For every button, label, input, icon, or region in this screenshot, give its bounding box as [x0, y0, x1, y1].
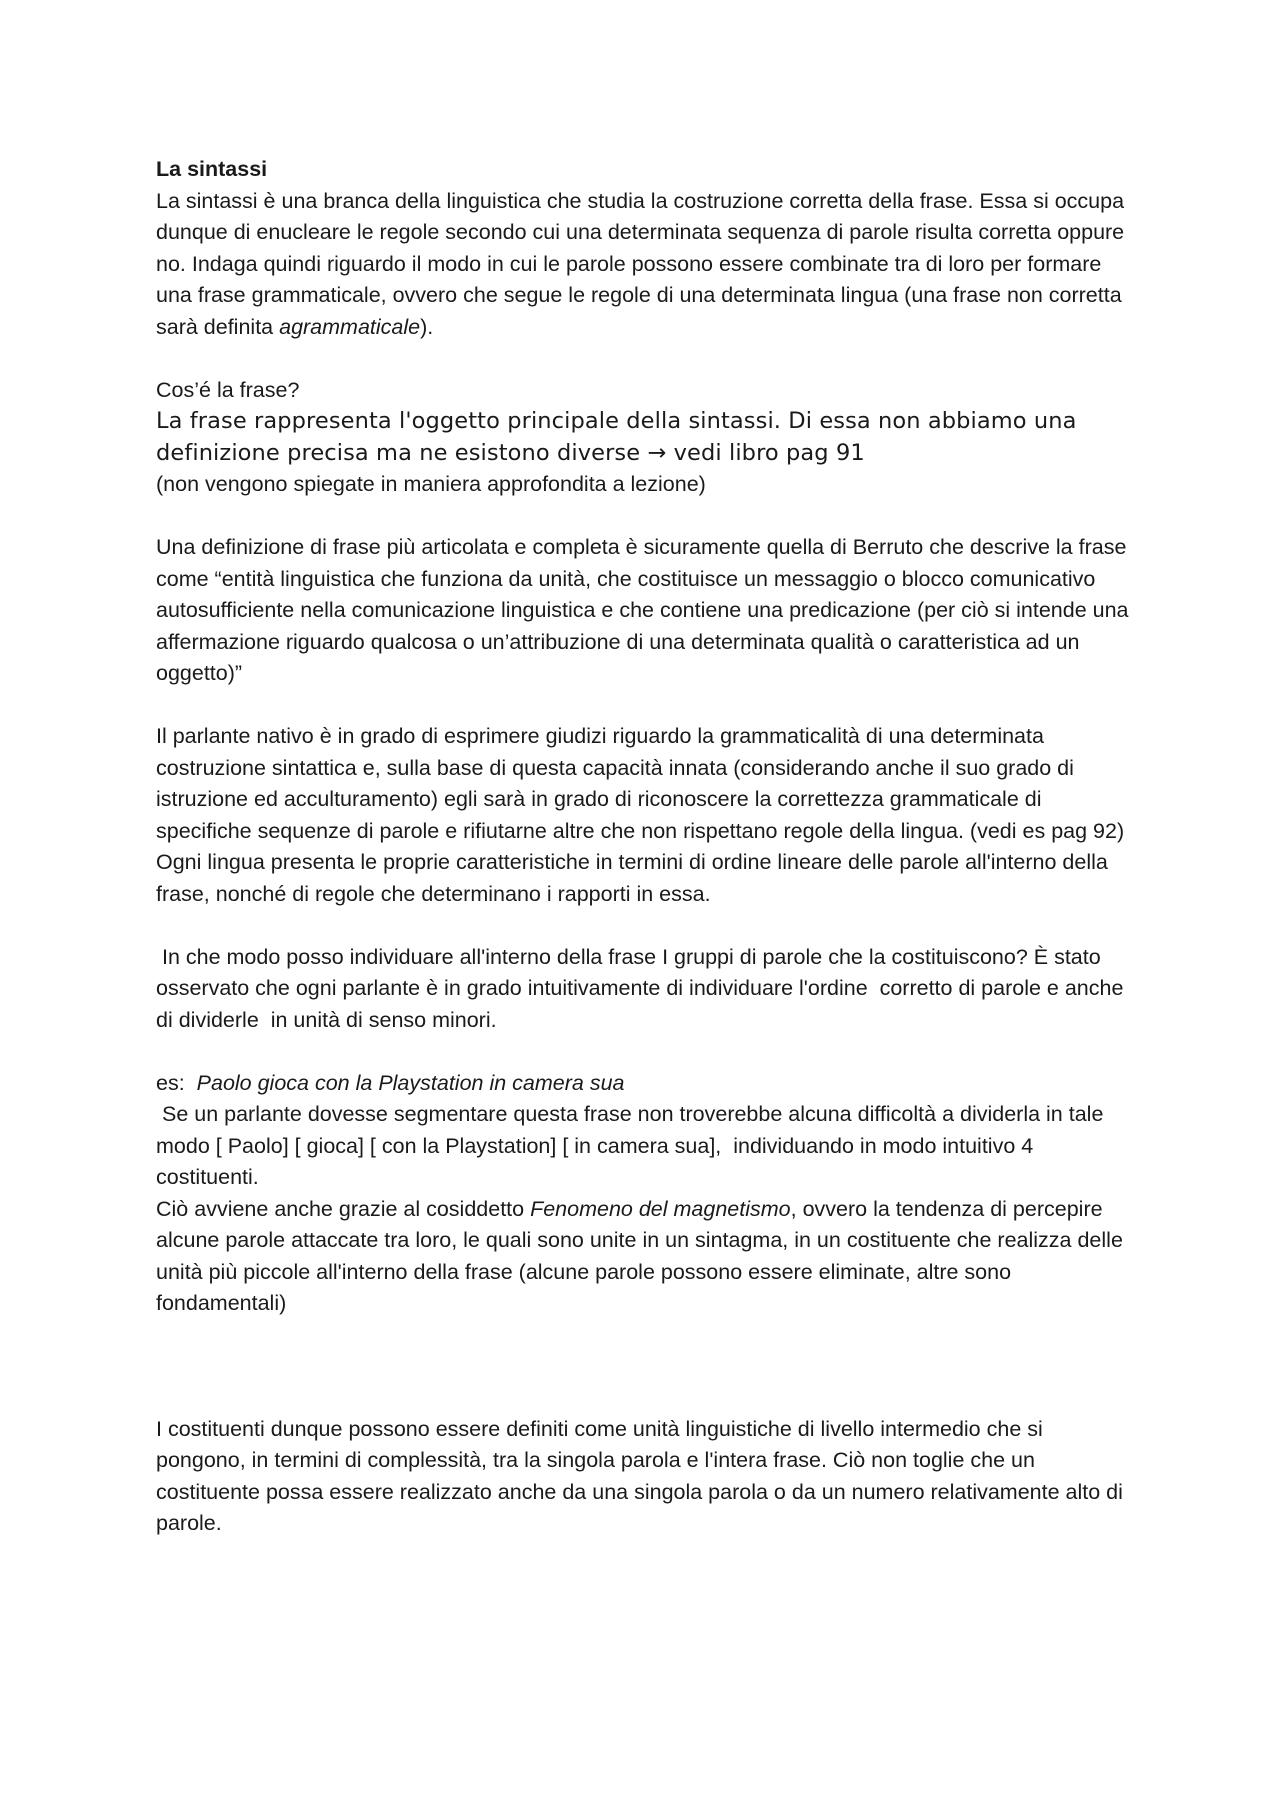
definition-note: (non vengono spiegate in maniera approfondita a lezione): [156, 472, 706, 496]
document-page: [156, 154, 1136, 1540]
question-heading: Cos’é la frase?: [156, 377, 300, 402]
magnetism-italic-term: Fenomeno del magnetismo: [530, 1196, 791, 1221]
languages-paragraph: Ogni lingua presenta le proprie caratteristiche in termini di ordine lineare delle parole all'interno della frase, nonché di regole che determinano i rapporti in essa.: [156, 850, 1108, 906]
intro-text-end: ).: [420, 314, 434, 339]
intro-text: La sintassi è una branca della linguistica che studia la costruzione corretta della frase. Essa si occupa dunque di enucleare le regole secondo cui una determinata sequenza di parole risulta corretta oppure no. Indaga quindi riguardo il modo in cui le parole possono essere combinate tra di loro per formare una frase grammaticale, ovvero che segue le regole di una determinata lingua (una frase non corretta sarà definita: [156, 188, 1125, 339]
spacer: [156, 501, 1136, 533]
example-sentence: Paolo gioca con la Playstation in camera sua: [196, 1070, 625, 1095]
spacer: [156, 910, 1136, 942]
groups-paragraph: In che modo posso individuare all'interno della frase I gruppi di parole che la costituiscono? È stato osservato che ogni parlante è in grado intuitivamente di individuare l'ordine corretto di parole e anche di dividerle in unità di senso minori.: [156, 944, 1130, 1032]
magnetism-text-end: , ovvero la tendenza di percepire alcune parole attaccate tra loro, le quali sono unite in un sintagma, in un costituente che realizza delle unità più piccole all'interno della frase (alcune parole possono essere eliminate, altre sono fondamentali): [156, 1196, 1123, 1315]
example-line: [156, 1068, 1136, 1100]
definition-line-1: La frase rappresenta l'oggetto principale della sintassi. Di essa non abbiamo una: [156, 408, 1077, 434]
definition-line-2: definizione precisa ma ne esistono diverse → vedi libro pag 91: [156, 439, 865, 466]
native-speaker-paragraph: Il parlante nativo è in grado di esprimere giudizi riguardo la grammaticalità di una determinata costruzione sintattica e, sulla base di questa capacità innata (considerando anche il suo grado di istruzione ed acculturamento) egli sarà in grado di riconoscere la correttezza grammaticale di specifiche sequenze di parole e rifiutarne altre che non rispettano regole della lingua. (vedi es pag 92): [156, 724, 1125, 843]
intro-italic-term: agrammaticale: [279, 314, 421, 339]
document-title: La sintassi: [156, 157, 268, 181]
example-label: es:: [156, 1070, 197, 1095]
intro-paragraph: [156, 186, 1136, 344]
spacer: [156, 1320, 1136, 1414]
magnetism-paragraph: [156, 1194, 1136, 1320]
spacer: [156, 343, 1136, 375]
spacer: [156, 1036, 1136, 1068]
berruto-paragraph: Una definizione di frase più articolata e completa è sicuramente quella di Berruto che descrive la frase come “entità linguistica che funziona da unità, che costituisce un messaggio o blocco comunicativo autosufficiente nella comunicazione linguistica e che contiene una predicazione (per ciò si intende una affermazione riguardo qualcosa o un’attribuzione di una determinata qualità o caratteristica ad un oggetto)”: [156, 535, 1129, 685]
spacer: [156, 690, 1136, 722]
magnetism-text: Ciò avviene anche grazie al cosiddetto: [156, 1196, 531, 1221]
segmentation-paragraph: Se un parlante dovesse segmentare questa frase non troverebbe alcuna difficoltà a dividerla in tale modo [ Paolo] [ gioca] [ con la Playstation] [ in camera sua], individuando in modo intuitivo 4 costituenti.: [156, 1102, 1110, 1189]
constituents-paragraph: I costituenti dunque possono essere definiti come unità linguistiche di livello intermedio che si pongono, in termini di complessità, tra la singola parola e l'intera frase. Ciò non toglie che un costituente possa essere realizzato anche da una singola parola o da un numero relativamente alto di parole.: [156, 1416, 1123, 1535]
